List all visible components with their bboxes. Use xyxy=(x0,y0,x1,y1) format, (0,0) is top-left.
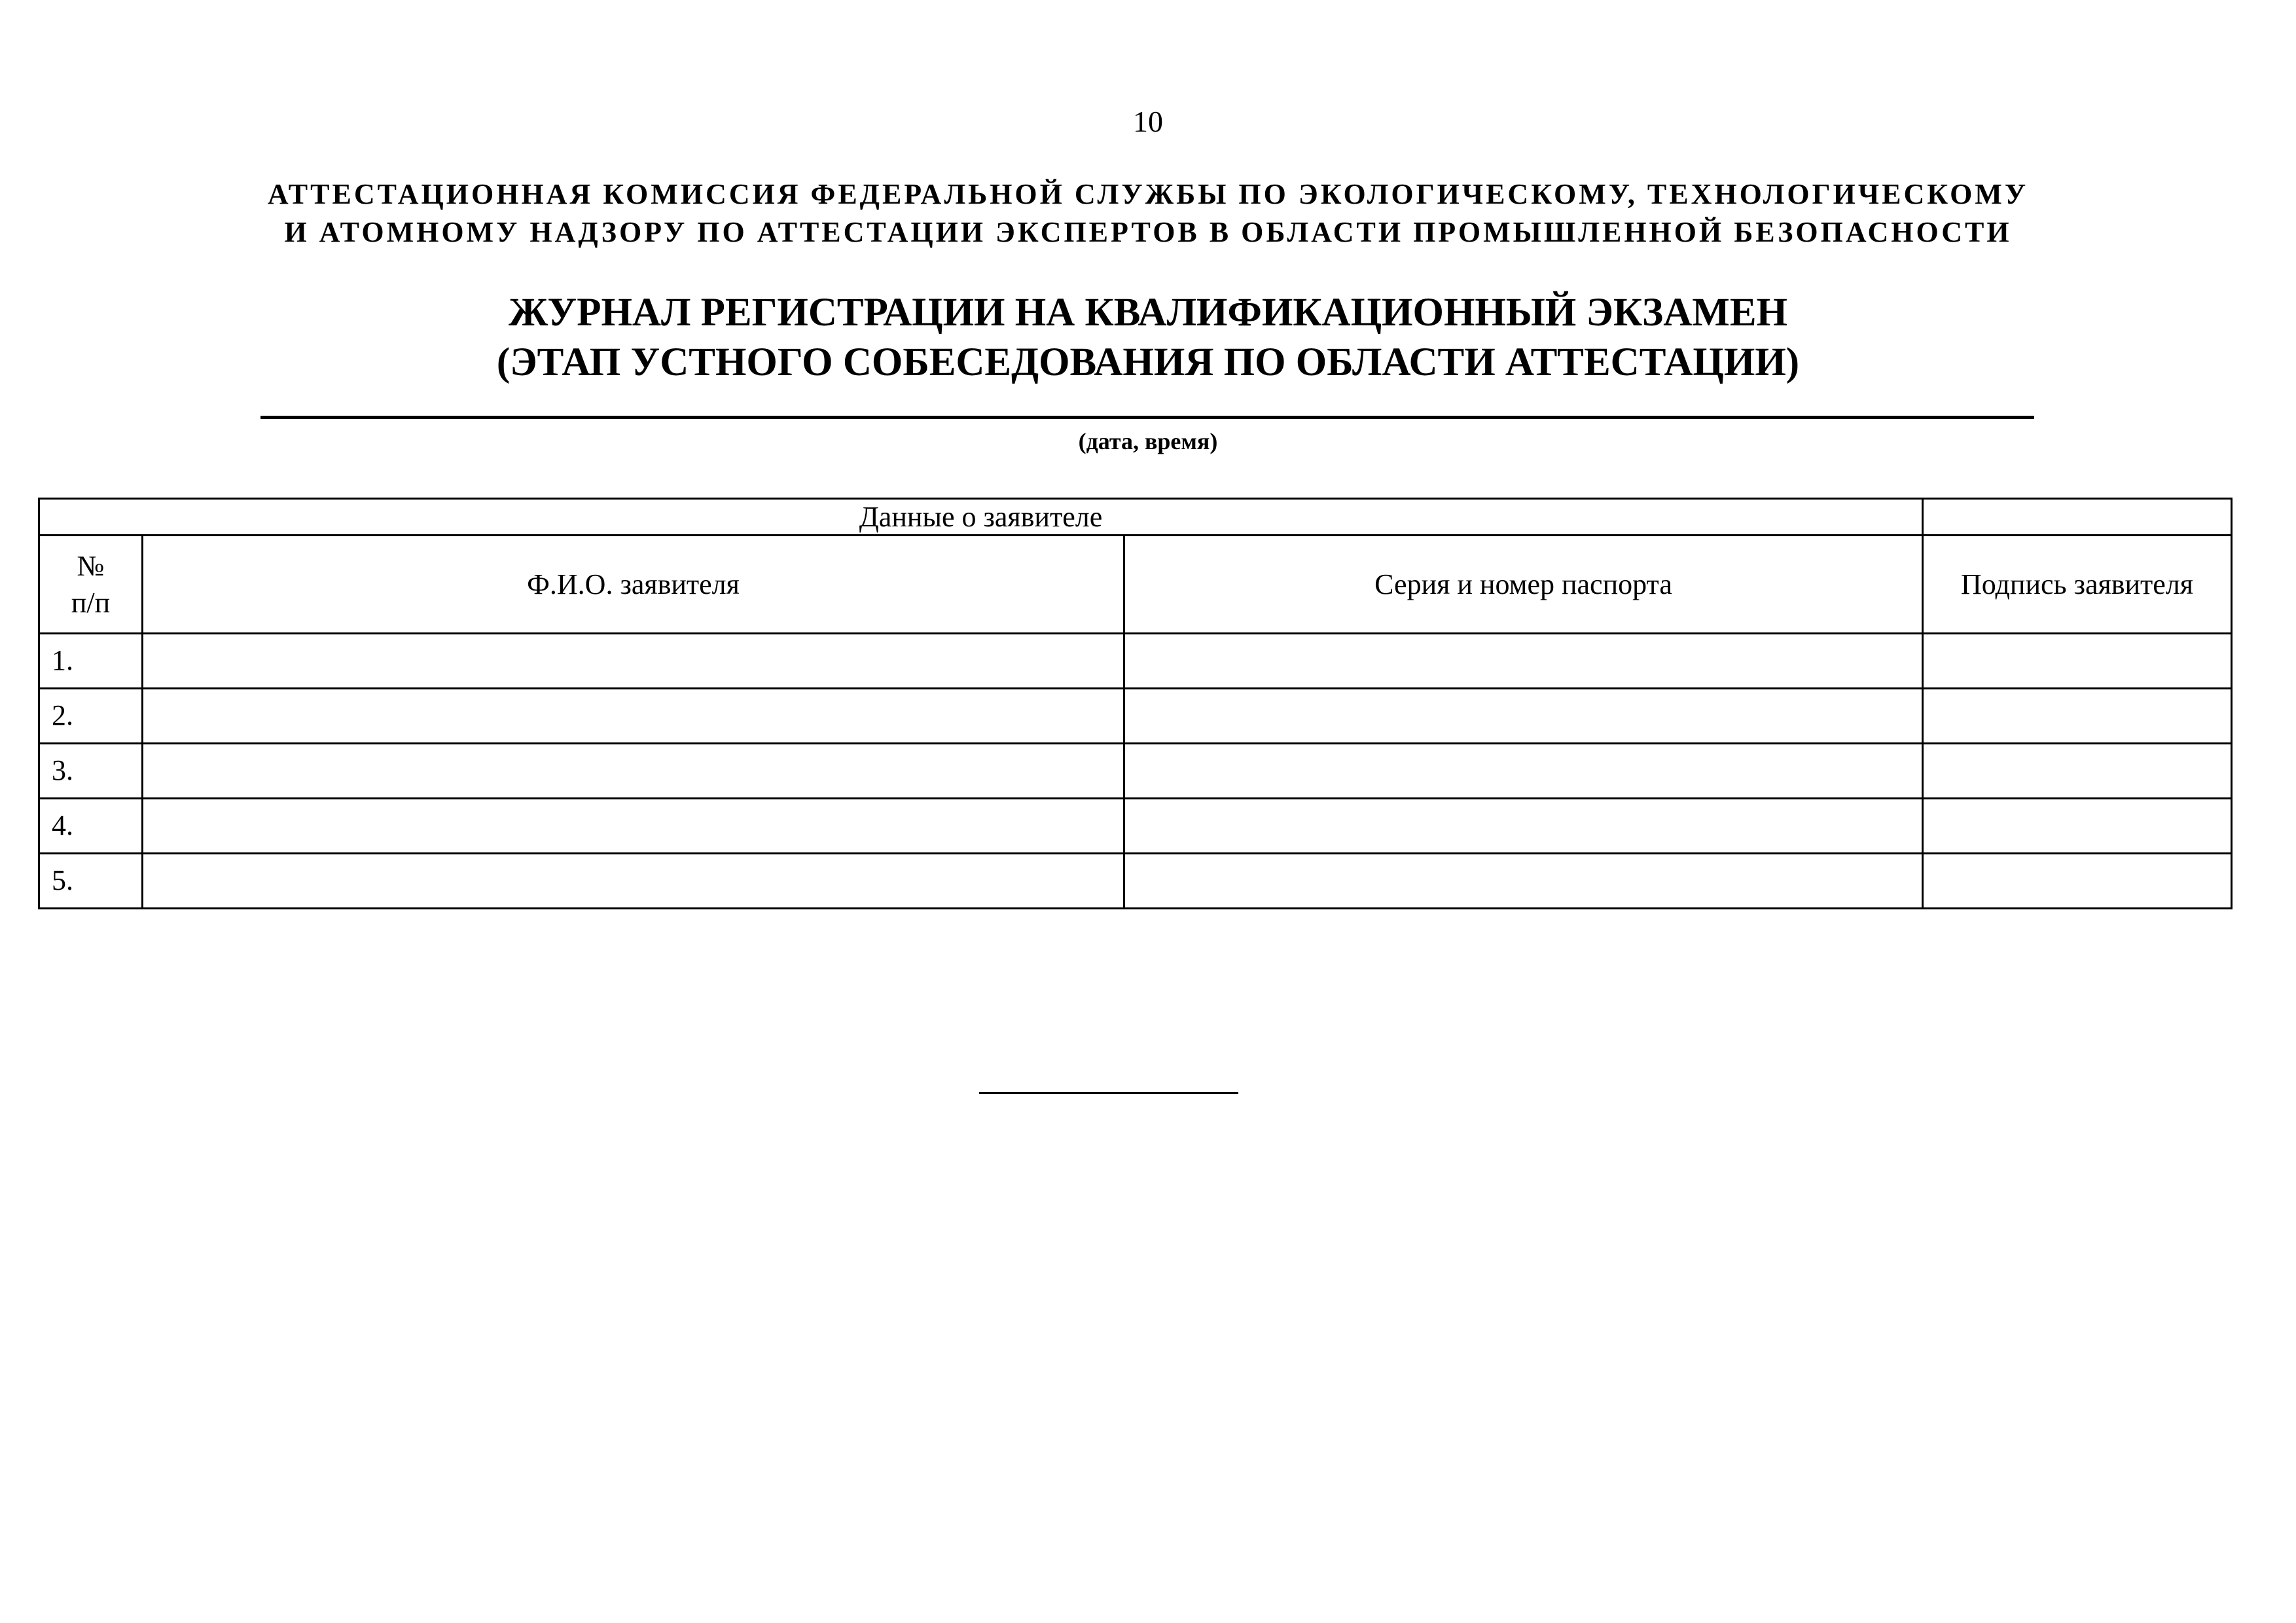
signature-cell xyxy=(1923,854,2232,909)
number-header-line-1: № xyxy=(77,549,105,582)
row-number: 2. xyxy=(39,689,143,744)
full-name-column-header: Ф.И.О. заявителя xyxy=(143,536,1124,634)
document-title-line-2: (ЭТАП УСТНОГО СОБЕСЕДОВАНИЯ ПО ОБЛАСТИ АТТЕСТАЦИИ) xyxy=(496,340,1800,384)
signature-cell xyxy=(1923,689,2232,744)
table-row xyxy=(39,744,2232,799)
full-name-cell xyxy=(143,799,1124,854)
document-title-line-1: ЖУРНАЛ РЕГИСТРАЦИИ НА КВАЛИФИКАЦИОННЫЙ ЭКЗАМЕН xyxy=(508,291,1788,335)
group-header-row xyxy=(39,499,2232,536)
full-name-cell xyxy=(143,744,1124,799)
row-number: 5. xyxy=(39,854,143,909)
passport-cell xyxy=(1124,799,1923,854)
passport-cell xyxy=(1124,854,1923,909)
organization-title-line-1: АТТЕСТАЦИОННАЯ КОМИССИЯ ФЕДЕРАЛЬНОЙ СЛУЖБЫ ПО ЭКОЛОГИЧЕСКОМУ, ТЕХНОЛОГИЧЕСКОМУ xyxy=(267,178,2029,210)
signature-cell xyxy=(1923,799,2232,854)
document-title xyxy=(0,288,2296,388)
registration-table xyxy=(38,498,2233,909)
full-name-cell xyxy=(143,689,1124,744)
number-header-line-2: п/п xyxy=(71,586,111,619)
passport-cell xyxy=(1124,744,1923,799)
full-name-cell xyxy=(143,634,1124,689)
applicant-data-group-header: Данные о заявителе xyxy=(39,499,1923,536)
organization-title xyxy=(0,175,2296,251)
table-row xyxy=(39,799,2232,854)
passport-cell xyxy=(1124,634,1923,689)
passport-column-header: Серия и номер паспорта xyxy=(1124,536,1923,634)
column-header-row xyxy=(39,536,2232,634)
number-column-header xyxy=(39,536,143,634)
full-name-cell xyxy=(143,854,1124,909)
table-row xyxy=(39,689,2232,744)
signature-cell xyxy=(1923,744,2232,799)
group-header-empty-cell xyxy=(1923,499,2232,536)
signature-column-header: Подпись заявителя xyxy=(1923,536,2232,634)
row-number: 3. xyxy=(39,744,143,799)
end-of-document-rule xyxy=(979,1092,1238,1094)
date-time-caption: (дата, время) xyxy=(1078,428,1218,454)
date-time-fill-line xyxy=(260,416,2034,419)
table-row xyxy=(39,854,2232,909)
page-number: 10 xyxy=(1133,105,1163,138)
passport-cell xyxy=(1124,689,1923,744)
row-number: 1. xyxy=(39,634,143,689)
table-row xyxy=(39,634,2232,689)
signature-cell xyxy=(1923,634,2232,689)
row-number: 4. xyxy=(39,799,143,854)
organization-title-line-2: И АТОМНОМУ НАДЗОРУ ПО АТТЕСТАЦИИ ЭКСПЕРТОВ В ОБЛАСТИ ПРОМЫШЛЕННОЙ БЕЗОПАСНОСТИ xyxy=(284,216,2012,248)
